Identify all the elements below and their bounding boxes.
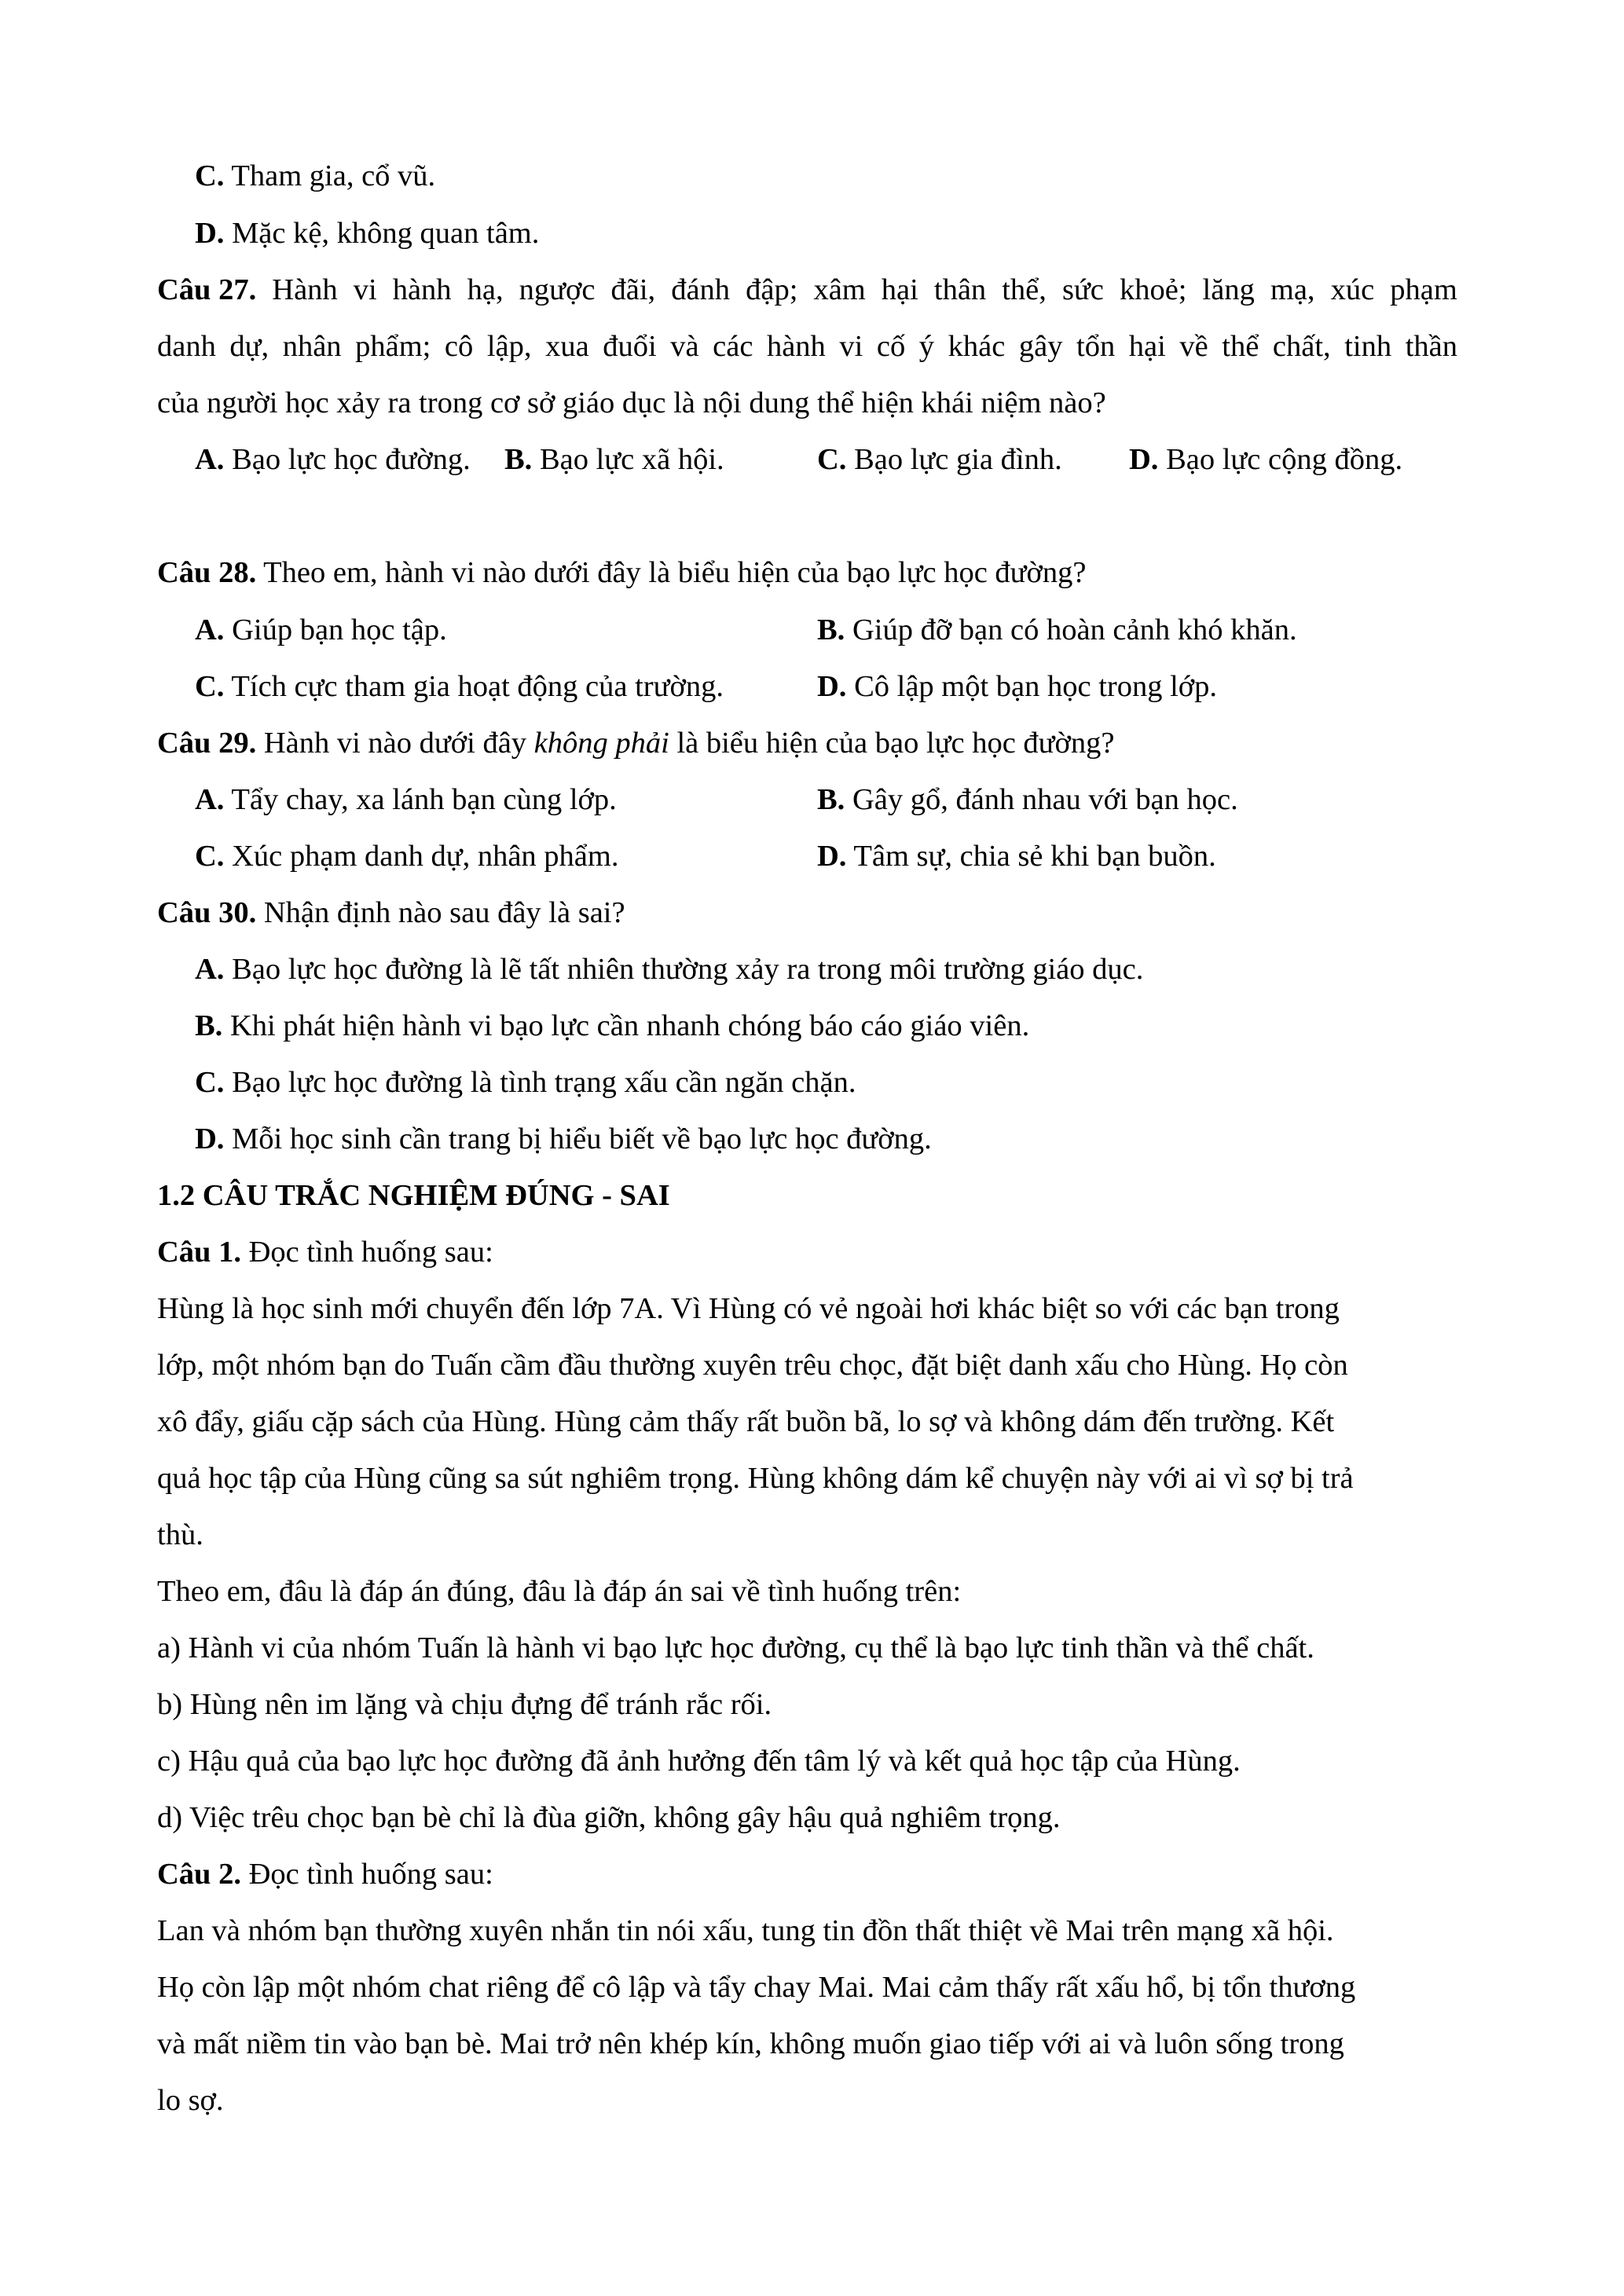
option-text: Tẩy chay, xa lánh bạn cùng lớp. <box>231 783 617 816</box>
ts1-statement-c: c) Hậu quả của bạo lực học đường đã ảnh hưởng đến tâm lý và kết quả học tập của Hùng. <box>157 1745 1241 1778</box>
stem-word: ngược <box>519 273 596 306</box>
option-text: Bạo lực học đường. <box>232 443 471 476</box>
q29-option-a <box>195 785 617 815</box>
q27-option-b <box>504 445 724 475</box>
stem-word: dự, <box>229 330 269 363</box>
ts2-stem <box>157 1859 493 1890</box>
stem-word: cố <box>876 330 906 363</box>
stem-word: thân <box>933 273 987 306</box>
option-label: A. <box>195 613 225 646</box>
stem-word: phạm <box>1390 273 1457 306</box>
q27-option-a <box>195 445 471 475</box>
option-label: B. <box>817 613 845 646</box>
ts2-passage-line: lo sợ. <box>157 2084 224 2117</box>
ts1-prompt: Theo em, đâu là đáp án đúng, đâu là đáp án sai về tình huống trên: <box>157 1575 962 1608</box>
ts1-passage-line: thù. <box>157 1518 203 1551</box>
option-label: C. <box>817 443 847 476</box>
option-label: A. <box>195 953 225 986</box>
option-text: Bạo lực cộng đồng. <box>1166 443 1403 476</box>
option-text: Giúp bạn học tập. <box>232 613 447 646</box>
stem-word: đãi, <box>610 273 656 306</box>
ts2-passage-line: Họ còn lập một nhóm chat riêng để cô lập và tẩy chay Mai. Mai cảm thấy rất xấu hổ, bị tổn thương <box>157 1971 1356 2004</box>
option-label: B. <box>195 1009 223 1042</box>
q27-stem-line-2 <box>157 331 1457 362</box>
q29-option-c <box>195 841 618 872</box>
option-text: Tích cực tham gia hoạt động của trường. <box>231 670 724 703</box>
ts2-passage-line: và mất niềm tin vào bạn bè. Mai trở nên khép kín, không muốn giao tiếp với ai và luôn sống trong <box>157 2027 1344 2060</box>
stem-word: về <box>1179 330 1208 363</box>
q28-stem <box>157 558 1086 588</box>
option-label: D. <box>1129 443 1159 476</box>
option-label: C. <box>195 1066 225 1099</box>
q27-stem-line-3: của người học xảy ra trong cơ sở giáo dục là nội dung thể hiện khái niệm nào? <box>157 386 1106 419</box>
option-text: Mặc kệ, không quan tâm. <box>232 217 540 250</box>
stem-word: khác <box>948 330 1006 363</box>
q29-option-b <box>817 785 1238 815</box>
q28-option-d <box>817 672 1217 702</box>
stem-word: xúc <box>1330 273 1375 306</box>
ts1-stem <box>157 1237 493 1268</box>
stem-word: hạ, <box>467 273 504 306</box>
stem-word: thể, <box>1002 273 1047 306</box>
stem-word: hại <box>1128 330 1166 363</box>
ts1-passage-line: lớp, một nhóm bạn do Tuấn cầm đầu thường xuyên trêu chọc, đặt biệt danh xấu cho Hùng. Họ còn <box>157 1349 1348 1382</box>
stem-word: xâm <box>813 273 866 306</box>
ts1-passage-line: quả học tập của Hùng cũng sa sút nghiêm trọng. Hùng không dám kể chuyện này với ai vì sợ bị trả <box>157 1462 1354 1495</box>
q28-option-b <box>817 615 1297 646</box>
q30-option-d <box>195 1124 932 1155</box>
q26-option-d <box>195 218 539 249</box>
stem-word: đập; <box>746 273 798 306</box>
stem-word: hại <box>881 273 918 306</box>
section-heading: 1.2 CÂU TRẮC NGHIỆM ĐÚNG - SAI <box>157 1179 670 1212</box>
option-label: A. <box>195 783 225 816</box>
option-text: Gây gổ, đánh nhau với bạn học. <box>852 783 1238 816</box>
stem-word: gây <box>1018 330 1063 363</box>
stem-word: phẩm; <box>355 330 431 363</box>
option-text: Khi phát hiện hành vi bạo lực cần nhanh chóng báo cáo giáo viên. <box>229 1009 1030 1042</box>
stem-word: các <box>713 330 753 363</box>
stem-word: hành <box>766 330 826 363</box>
q30-option-a <box>195 954 1143 985</box>
option-text: Bạo lực học đường là lẽ tất nhiên thường xảy ra trong môi trường giáo dục. <box>232 953 1144 986</box>
stem-word: lăng <box>1202 273 1255 306</box>
stem-word: cô <box>444 330 474 363</box>
stem-word: nhân <box>282 330 342 363</box>
q28-option-a <box>195 615 447 646</box>
question-label: Câu 29. <box>157 727 257 760</box>
stem-word: ý <box>918 330 935 363</box>
stem-word: danh <box>157 330 216 363</box>
option-label: B. <box>504 443 533 476</box>
question-text-emphasis: không phải <box>533 727 669 760</box>
ts1-statement-b: b) Hùng nên im lặng và chịu đựng để tránh rắc rối. <box>157 1688 772 1721</box>
question-text: là biểu hiện của bạo lực học đường? <box>676 727 1115 760</box>
q27-option-d <box>1129 445 1402 475</box>
question-label: Câu 1. <box>157 1236 241 1269</box>
option-label: B. <box>817 783 845 816</box>
ts1-passage-line: xô đẩy, giấu cặp sách của Hùng. Hùng cảm thấy rất buồn bã, lo sợ và không dám đến trường. Kết <box>157 1405 1335 1438</box>
q30-stem <box>157 898 625 928</box>
option-label: C. <box>195 159 225 192</box>
option-text: Bạo lực gia đình. <box>854 443 1062 476</box>
ts1-statement-d: d) Việc trêu chọc bạn bè chỉ là đùa giỡn, không gây hậu quả nghiêm trọng. <box>157 1801 1061 1834</box>
stem-word: thần <box>1405 330 1457 363</box>
ts1-statement-a: a) Hành vi của nhóm Tuấn là hành vi bạo lực học đường, cụ thể là bạo lực tinh thần và thể chất. <box>157 1631 1314 1664</box>
option-text: Tâm sự, chia sẻ khi bạn buồn. <box>853 840 1216 873</box>
stem-word: vi <box>353 273 377 306</box>
option-text: Mỗi học sinh cần trang bị hiểu biết về bạo lực học đường. <box>232 1122 932 1155</box>
option-label: C. <box>195 840 225 873</box>
question-label: Câu 27. <box>157 273 257 306</box>
option-label: C. <box>195 670 225 703</box>
option-label: D. <box>195 217 225 250</box>
stem-word: sức <box>1061 273 1104 306</box>
q27-stem-line-1 <box>157 275 1457 306</box>
option-label: D. <box>817 840 847 873</box>
q30-option-c <box>195 1067 856 1098</box>
option-label: D. <box>817 670 847 703</box>
option-text: Tham gia, cổ vũ. <box>231 159 436 192</box>
stem-word: đánh <box>671 273 731 306</box>
question-text: Nhận định nào sau đây là sai? <box>263 896 625 929</box>
stem-word: thể <box>1222 330 1259 363</box>
stem-word: khoẻ; <box>1119 273 1187 306</box>
q30-option-b <box>195 1011 1029 1042</box>
question-text: Đọc tình huống sau: <box>248 1236 493 1269</box>
stem-word: tổn <box>1076 330 1116 363</box>
ts2-passage-line: Lan và nhóm bạn thường xuyên nhắn tin nói xấu, tung tin đồn thất thiệt về Mai trên mạng xã hội. <box>157 1914 1334 1947</box>
option-text: Giúp đỡ bạn có hoàn cảnh khó khăn. <box>852 613 1297 646</box>
stem-word: xua <box>545 330 589 363</box>
q29-option-d <box>817 841 1216 872</box>
stem-word: Hành <box>272 273 338 306</box>
option-text: Xúc phạm danh dự, nhân phẩm. <box>232 840 619 873</box>
q29-stem <box>157 728 1115 759</box>
ts1-passage-line: Hùng là học sinh mới chuyển đến lớp 7A. Vì Hùng có vẻ ngoài hơi khác biệt so với các bạn trong <box>157 1292 1340 1325</box>
stem-word: và <box>670 330 699 363</box>
stem-word: đuổi <box>603 330 657 363</box>
q27-option-c <box>817 445 1062 475</box>
option-label: D. <box>195 1122 225 1155</box>
option-text: Bạo lực học đường là tình trạng xấu cần ngăn chặn. <box>232 1066 856 1099</box>
stem-word: chất, <box>1272 330 1331 363</box>
stem-word: lập, <box>486 330 532 363</box>
stem-word: tinh <box>1344 330 1392 363</box>
stem-word: vi <box>839 330 863 363</box>
question-label: Câu 2. <box>157 1858 241 1891</box>
option-label: A. <box>195 443 225 476</box>
question-text: Đọc tình huống sau: <box>248 1858 493 1891</box>
option-text: Cô lập một bạn học trong lớp. <box>854 670 1218 703</box>
question-label: Câu 30. <box>157 896 257 929</box>
option-text: Bạo lực xã hội. <box>539 443 724 476</box>
stem-word: mạ, <box>1270 273 1315 306</box>
q28-option-c <box>195 672 724 702</box>
question-text: Hành vi nào dưới đây <box>263 727 527 760</box>
question-label: Câu 28. <box>157 556 257 589</box>
q26-option-c <box>195 161 435 192</box>
question-text: Theo em, hành vi nào dưới đây là biểu hiện của bạo lực học đường? <box>263 556 1087 589</box>
stem-word: hành <box>392 273 452 306</box>
